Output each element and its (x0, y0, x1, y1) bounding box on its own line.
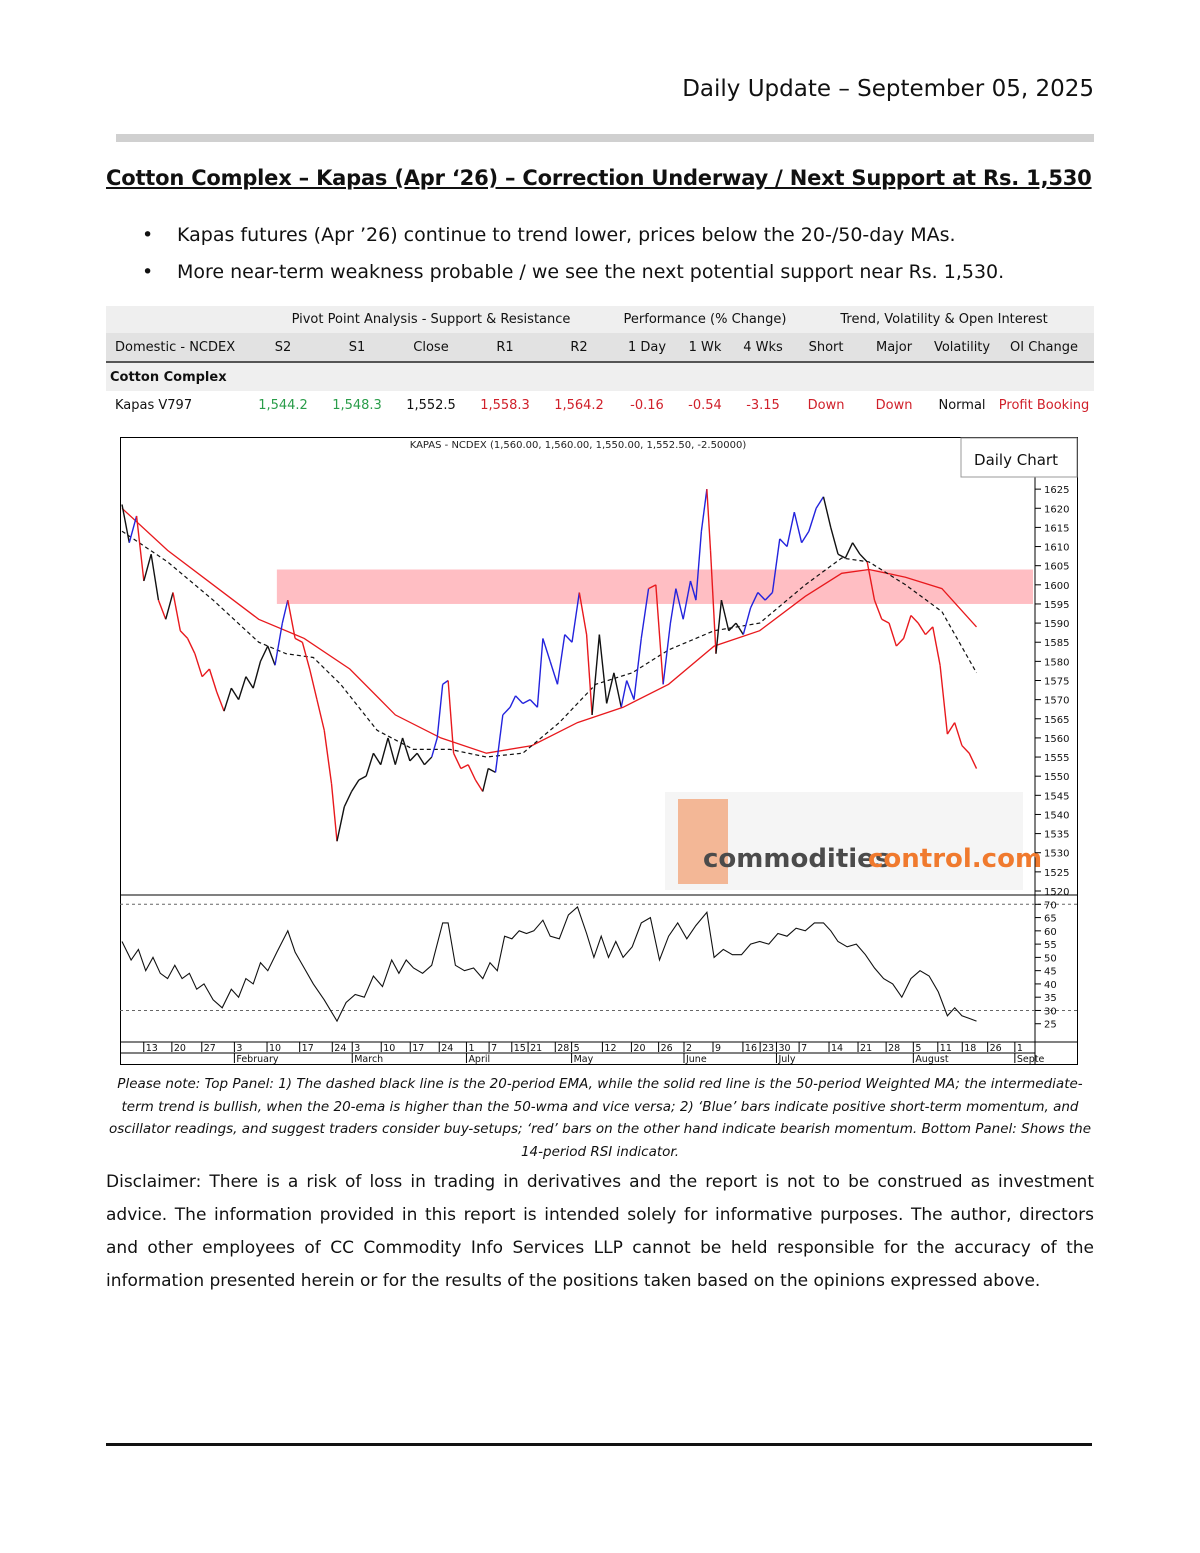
date-tick-label: 13 (145, 1043, 158, 1054)
date-tick-label: 16 (744, 1043, 758, 1054)
rsi-tick-label: 60 (1044, 926, 1057, 938)
cell-s1: 1,548.3 (332, 397, 382, 413)
date-tick-label: 12 (604, 1043, 617, 1054)
date-tick-label: 17 (412, 1043, 425, 1054)
price-tick-label: 1525 (1044, 867, 1070, 879)
date-tick-label: 15 (513, 1043, 526, 1054)
date-tick-label: 1 (1016, 1043, 1023, 1054)
resistance-zone-layer (277, 570, 1033, 604)
price-tick-label: 1545 (1044, 791, 1070, 803)
price-tick-label: 1590 (1044, 619, 1070, 631)
date-tick-label: 20 (633, 1043, 646, 1054)
price-tick-label: 1565 (1044, 714, 1070, 726)
rsi-tick-label: 55 (1044, 940, 1057, 952)
price-tick-label: 1540 (1044, 810, 1070, 822)
column-header: Short (794, 333, 858, 362)
price-tick-label: 1530 (1044, 848, 1070, 860)
cell-4-wks: -3.15 (746, 397, 780, 413)
date-tick-label: 24 (334, 1043, 347, 1054)
chart-svg (120, 437, 1078, 1065)
bullet-item: • Kapas futures (Apr ’26) continue to trend lower, prices below the 20-/50-day MAs. (106, 220, 1004, 257)
watermark (665, 792, 1042, 890)
price-tick-label: 1560 (1044, 733, 1070, 745)
date-tick-label: 21 (530, 1043, 543, 1054)
column-header: S2 (246, 333, 320, 362)
price-tick-label: 1605 (1044, 561, 1070, 573)
date-tick-label: 21 (860, 1043, 873, 1054)
cell-1-wk: -0.54 (688, 397, 722, 413)
date-tick-label: 3 (236, 1043, 243, 1054)
column-header: Major (858, 333, 930, 362)
month-label: June (685, 1054, 707, 1065)
column-header: 1 Wk (678, 333, 732, 362)
date-tick-label: 7 (801, 1043, 808, 1054)
footer-divider (106, 1443, 1092, 1446)
rsi-tick-label: 30 (1044, 1006, 1057, 1018)
cell-volatility: Normal (938, 397, 986, 413)
date-tick-label: 14 (831, 1043, 844, 1054)
date-tick-label: 28 (888, 1043, 901, 1054)
date-tick-label: 27 (203, 1043, 216, 1054)
month-label: August (915, 1054, 949, 1065)
date-tick-label: 26 (989, 1043, 1002, 1054)
group-performance: Performance (% Change) (616, 306, 794, 333)
price-tick-label: 1615 (1044, 523, 1070, 535)
chart-title: KAPAS - NCDEX (1,560.00, 1,560.00, 1,550.00, 1,552.50, -2.50000) (409, 440, 747, 451)
cell-s2: 1,544.2 (258, 397, 308, 413)
price-tick-label: 1595 (1044, 599, 1070, 611)
resistance-zone (277, 570, 1033, 604)
month-label: February (236, 1054, 279, 1065)
group-pivot: Pivot Point Analysis - Support & Resistance (246, 306, 616, 333)
column-header: R2 (542, 333, 616, 362)
date-tick-label: 18 (964, 1043, 977, 1054)
rsi-tick-label: 50 (1044, 953, 1057, 965)
instrument-name: Kapas V797 (115, 397, 193, 413)
rsi-tick-label: 45 (1044, 966, 1057, 978)
price-tick-label: 1620 (1044, 504, 1070, 516)
column-header: OI Change (994, 333, 1094, 362)
table-column-header (106, 333, 1094, 362)
month-label: March (354, 1054, 384, 1065)
date-tick-label: 28 (557, 1043, 570, 1054)
report-headline: Cotton Complex – Kapas (Apr ‘26) – Correction Underway / Next Support at Rs. 1,530 (106, 166, 1092, 190)
disclaimer: Disclaimer: There is a risk of loss in trading in derivatives and the report is not to be construed as investment advice. The information provided in this report is intended solely for informative purposes. The author, directors and other employees of CC Commodity Info Services LLP cannot be held responsible for the accuracy of the information presented herein or for the results of the positions taken based on the opinions expressed above. (106, 1172, 1094, 1291)
date-tick-label: 5 (915, 1043, 922, 1054)
price-tick-label: 1535 (1044, 829, 1070, 841)
column-header: 4 Wks (732, 333, 794, 362)
table-group-header (106, 306, 1094, 333)
rsi-tick-label: 25 (1044, 1019, 1057, 1031)
pivot-table (106, 306, 1094, 419)
column-header: Volatility (930, 333, 994, 362)
month-label: May (573, 1054, 594, 1065)
table-row (106, 391, 1094, 419)
cell-short-trend: Down (807, 397, 845, 413)
date-tick-label: 9 (715, 1043, 722, 1054)
price-tick-label: 1555 (1044, 753, 1070, 765)
price-tick-label: 1600 (1044, 580, 1070, 592)
price-tick-label: 1610 (1044, 542, 1070, 554)
rsi-tick-label: 40 (1044, 979, 1057, 991)
cell-r1: 1,558.3 (480, 397, 530, 413)
date-tick-label: 17 (301, 1043, 314, 1054)
price-tick-label: 1625 (1044, 485, 1070, 497)
price-tick-label: 1575 (1044, 676, 1070, 688)
date-tick-label: 10 (383, 1043, 396, 1054)
watermark-text-2: control.com (868, 844, 1043, 874)
date-tick-label: 26 (660, 1043, 673, 1054)
date-tick-label: 1 (468, 1043, 475, 1054)
column-header: 1 Day (616, 333, 678, 362)
rsi-tick-label: 35 (1044, 993, 1057, 1005)
date-tick-label: 30 (778, 1043, 791, 1054)
price-tick-label: 1580 (1044, 657, 1070, 669)
date-tick-label: 23 (762, 1043, 775, 1054)
price-tick-label: 1520 (1044, 887, 1070, 898)
column-header: Close (394, 333, 468, 362)
section-label: Cotton Complex (106, 362, 1094, 391)
key-points (106, 220, 1004, 294)
month-label: July (778, 1054, 796, 1065)
date-tick-label: 3 (354, 1043, 361, 1054)
watermark-text-1: commodities (703, 844, 891, 874)
column-header: S1 (320, 333, 394, 362)
report-date: Daily Update – September 05, 2025 (682, 76, 1094, 102)
cell-r2: 1,564.2 (554, 397, 604, 413)
month-label: Septe (1016, 1054, 1045, 1065)
chart-frame (121, 438, 1078, 1065)
date-tick-label: 20 (173, 1043, 186, 1054)
price-chart (120, 437, 1078, 1065)
header-divider (116, 134, 1094, 142)
price-tick-label: 1585 (1044, 638, 1070, 650)
column-header: R1 (468, 333, 542, 362)
date-tick-label: 11 (939, 1043, 952, 1054)
cell-oi-change: Profit Booking (998, 397, 1090, 413)
group-trend: Trend, Volatility & Open Interest (794, 306, 1094, 333)
table-section-row (106, 362, 1094, 391)
price-tick-label: 1570 (1044, 695, 1070, 707)
date-tick-label: 10 (269, 1043, 282, 1054)
chart-note: Please note: Top Panel: 1) The dashed black line is the 20-period EMA, while the solid red line is the 50-period Weighted MA; the intermediate-term trend is bullish, when the 20-ema is higher than the 50-wma and vice versa; 2) ‘Blue’ bars indicate positive short-term momentum, and oscillator readings, and suggest traders consider buy-setups; ‘red’ bars on the other hand indicate bearish momentum. Bottom Panel: Shows the 14-period RSI indicator. (108, 1076, 1092, 1160)
cell-major-trend: Down (875, 397, 913, 413)
date-tick-label: 24 (441, 1043, 454, 1054)
column-header: Domestic - NCDEX (106, 333, 246, 362)
date-tick-label: 7 (491, 1043, 498, 1054)
cell-1-day: -0.16 (630, 397, 664, 413)
date-tick-label: 2 (685, 1043, 693, 1054)
cell-close: 1,552.5 (406, 397, 456, 413)
month-label: April (468, 1054, 491, 1065)
bullet-item: • More near-term weakness probable / we see the next potential support near Rs. 1,530. (106, 257, 1004, 294)
price-tick-label: 1550 (1044, 772, 1070, 784)
rsi-tick-label: 70 (1044, 900, 1057, 912)
date-tick-label: 5 (573, 1043, 580, 1054)
daily-chart-label: Daily Chart (974, 451, 1058, 469)
rsi-tick-label: 65 (1044, 913, 1057, 925)
